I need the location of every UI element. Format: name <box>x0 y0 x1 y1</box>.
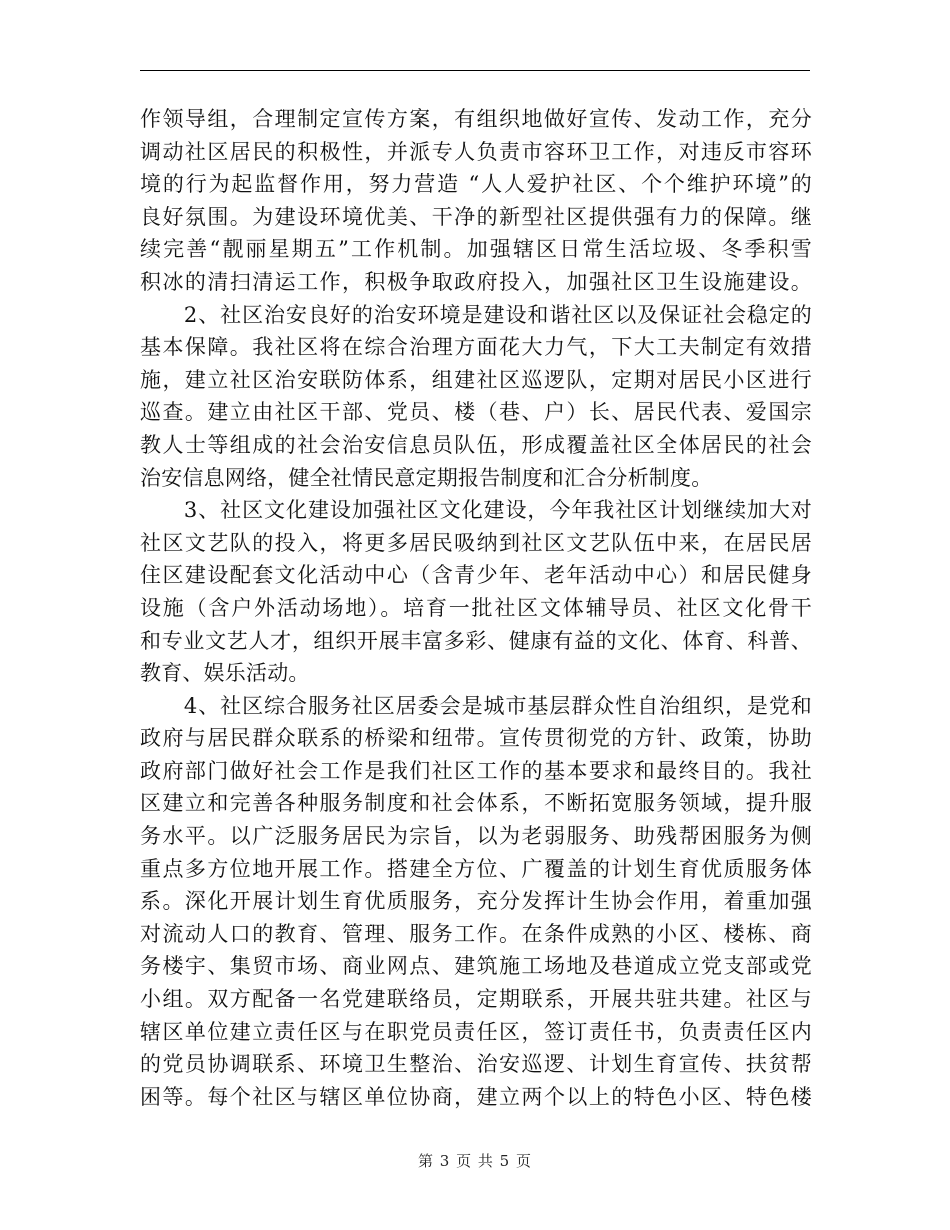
text-line: 的党员协调联系、环境卫生整治、治安巡逻、计划生育宣传、扶贫帮 <box>140 1052 812 1077</box>
text-line: 务楼宇、集贸市场、商业网点、建筑施工场地及巷道成立党支部或党 <box>140 954 812 979</box>
text-line: 教育、娱乐活动。 <box>140 661 310 686</box>
text-line: 基本保障。我社区将在综合治理方面花大力气，下大工夫制定有效措 <box>140 335 812 360</box>
text-line: 政府与居民群众联系的桥梁和纽带。宣传贯彻党的方针、政策，协助 <box>140 726 812 751</box>
text-line: 务水平。以广泛服务居民为宗旨，以为老弱服务、助残帮困服务为侧 <box>140 824 812 849</box>
text-line: 3、社区文化建设加强社区文化建设，今年我社区计划继续加大对 <box>140 498 812 523</box>
text-line: 良好氛围。为建设环境优美、干净的新型社区提供强有力的保障。继 <box>140 204 812 229</box>
text-line: 政府部门做好社会工作是我们社区工作的基本要求和最终目的。我社 <box>140 758 812 783</box>
text-line: 教人士等组成的社会治安信息员队伍，形成覆盖社区全体居民的社会 <box>140 432 812 457</box>
text-line: 4、社区综合服务社区居委会是城市基层群众性自治组织，是党和 <box>140 693 812 718</box>
header-rule <box>140 70 810 71</box>
text-line: 区建立和完善各种服务制度和社会体系，不断拓宽服务领域，提升服 <box>140 791 812 816</box>
text-line: 系。深化开展计划生育优质服务，充分发挥计生协会作用，着重加强 <box>140 889 812 914</box>
text-line: 困等。每个社区与辖区单位协商，建立两个以上的特色小区、特色楼 <box>140 1084 812 1109</box>
text-line: 2、社区治安良好的治安环境是建设和谐社区以及保证社会稳定的 <box>140 302 812 327</box>
text-line: 治安信息网络，健全社情民意定期报告制度和汇合分析制度。 <box>140 465 713 490</box>
text-line: 辖区单位建立责任区与在职党员责任区，签订责任书，负责责任区内 <box>140 1019 812 1044</box>
text-line: 和专业文艺人才，组织开展丰富多彩、健康有益的文化、体育、科普、 <box>140 628 812 653</box>
text-line: 境的行为起监督作用，努力营造 “人人爱护社区、个个维护环境”的 <box>140 172 812 197</box>
text-line: 施，建立社区治安联防体系，组建社区巡逻队，定期对居民小区进行 <box>140 367 812 392</box>
text-line: 积冰的清扫清运工作，积极争取政府投入，加强社区卫生设施建设。 <box>140 269 812 294</box>
text-line: 重点多方位地开展工作。搭建全方位、广覆盖的计划生育优质服务体 <box>140 856 812 881</box>
text-line: 社区文艺队的投入，将更多居民吸纳到社区文艺队伍中来，在居民居 <box>140 530 812 555</box>
text-line: 巡查。建立由社区干部、党员、楼（巷、户）长、居民代表、爱国宗 <box>140 400 812 425</box>
text-line: 调动社区居民的积极性，并派专人负责市容环卫工作，对违反市容环 <box>140 139 812 164</box>
text-line: 小组。双方配备一名党建联络员，定期联系，开展共驻共建。社区与 <box>140 987 812 1012</box>
page-footer: 第 3 页 共 5 页 <box>418 1152 532 1170</box>
text-line: 续完善“靓丽星期五”工作机制。加强辖区日常生活垃圾、冬季积雪 <box>140 237 812 262</box>
text-line: 住区建设配套文化活动中心（含青少年、老年活动中心）和居民健身 <box>140 563 812 588</box>
text-line: 对流动人口的教育、管理、服务工作。在条件成熟的小区、楼栋、商 <box>140 921 812 946</box>
document-body <box>140 103 812 1113</box>
text-line: 作领导组，合理制定宣传方案，有组织地做好宣传、发动工作，充分 <box>140 107 812 131</box>
text-line: 设施（含户外活动场地）。培育一批社区文体辅导员、社区文化骨干 <box>140 595 812 620</box>
